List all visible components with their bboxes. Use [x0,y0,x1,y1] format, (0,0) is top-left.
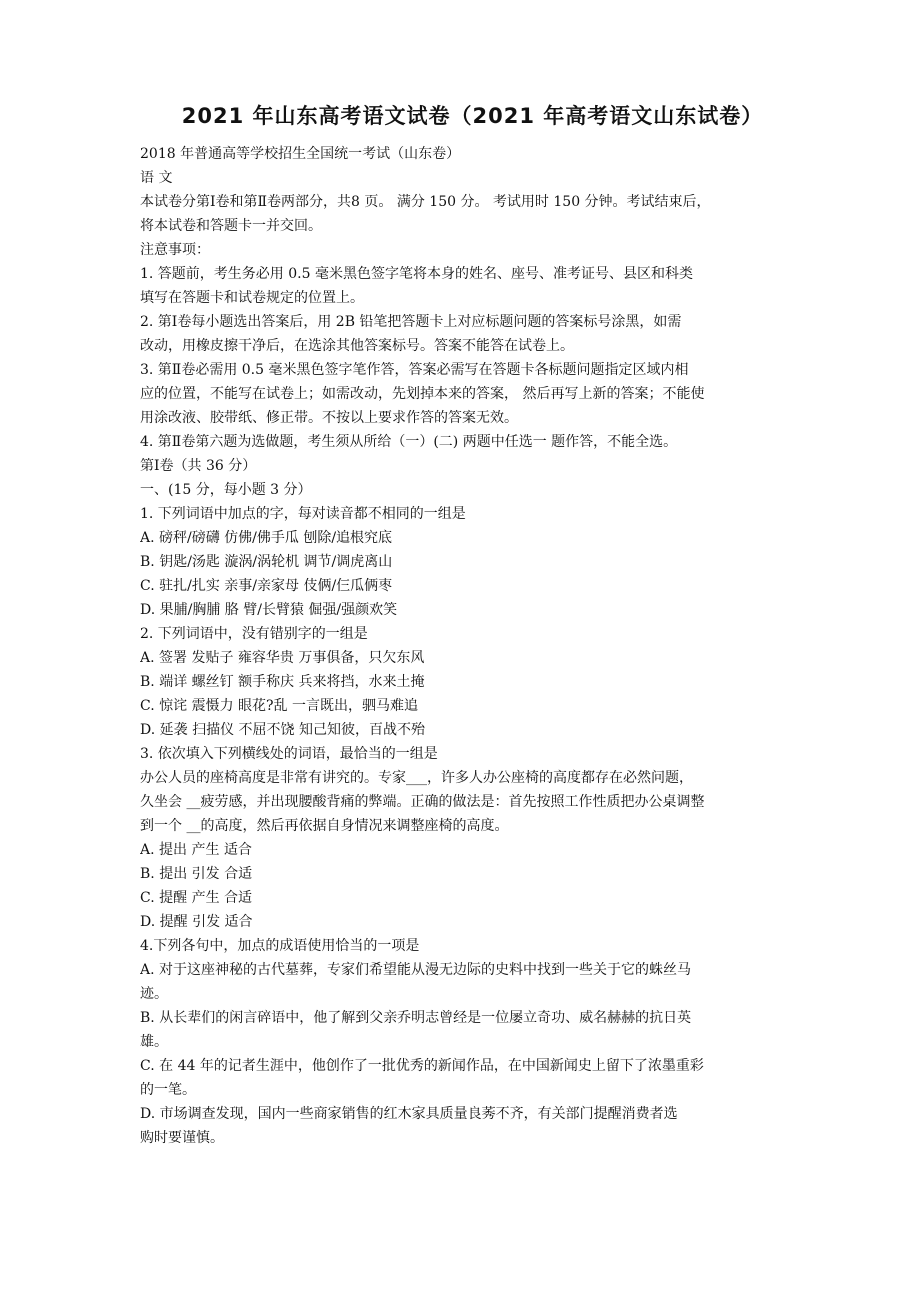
notice-line: 填写在答题卡和试卷规定的位置上。 [140,290,364,306]
notice-line: 应的位置，不能写在试卷上；如需改动，先划掉本来的答案， 然后再写上新的答案；不能使 [140,386,705,402]
question-4-option-d: D. 市场调查发现，国内一些商家销售的红木家具质量良莠不齐，有关部门提醒消费者选 [140,1106,678,1122]
question-1: 1. 下列词语中加点的字，每对读音都不相同的一组是 [140,506,466,522]
question-3-passage: 到一个 __的高度，然后再依据自身情况来调整座椅的高度。 [140,818,509,834]
question-2-option-a: A. 签署 发贴子 雍容华贵 万事俱备，只欠东风 [140,650,425,666]
notice-line: 4. 第Ⅱ卷第六题为选做题，考生须从所给（一）(二) 两题中任选一 题作答，不能全选。 [140,434,678,450]
question-2-option-c: C. 惊诧 震慑力 眼花?乱 一言既出，驷马难追 [140,698,418,714]
question-3-option-a: A. 提出 产生 适合 [140,842,252,858]
document-page [140,100,805,1150]
notice-line: 用涂改液、胶带纸、修正带。不按以上要求作答的答案无效。 [140,410,518,426]
question-4-option-b-cont: 雄。 [140,1034,168,1050]
question-3-passage: 久坐会 __疲劳感，并出现腰酸背痛的弊端。正确的做法是：首先按照工作性质把办公桌调整 [140,794,705,810]
notice-line: 改动，用橡皮擦干净后，在选涂其他答案标号。答案不能答在试卷上。 [140,338,574,354]
notice-line: 1. 答题前，考生务必用 0.5 毫米黑色签字笔将本身的姓名、座号、准考证号、县区和科类 [140,266,693,282]
question-4-option-d-cont: 购时要谨慎。 [140,1130,224,1146]
question-2-option-b: B. 端详 螺丝钉 额手称庆 兵来将挡，水来土掩 [140,674,425,690]
question-3-option-b: B. 提出 引发 合适 [140,866,253,882]
question-2: 2. 下列词语中，没有错别字的一组是 [140,626,368,642]
exam-name: 2018 年普通高等学校招生全国统一考试（山东卷） [140,146,461,162]
question-1-option-d: D. 果脯/胸脯 胳 臂/长臂猿 倔强/强颜欢笑 [140,602,398,618]
question-4-option-b: B. 从长辈们的闲言碎语中，他了解到父亲乔明志曾经是一位屡立奇功、威名赫赫的抗日英 [140,1010,692,1026]
intro-line: 将本试卷和答题卡一并交回。 [140,218,322,234]
question-4-option-a-cont: 迹。 [140,986,168,1002]
question-3-passage: 办公人员的座椅高度是非常有讲究的。专家___，许多人办公座椅的高度都存在必然问题， [140,770,693,786]
question-1-option-a: A. 磅秤/磅礴 仿佛/佛手瓜 刨除/追根究底 [140,530,393,546]
question-4: 4.下列各句中，加点的成语使用恰当的一项是 [140,938,420,954]
question-2-option-d: D. 延袭 扫描仪 不屈不饶 知己知彼，百战不殆 [140,722,425,738]
question-4-option-c-cont: 的一笔。 [140,1082,196,1098]
question-1-option-b: B. 钥匙/汤匙 漩涡/涡轮机 调节/调虎离山 [140,554,393,570]
question-4-option-a: A. 对于这座神秘的古代墓葬，专家们希望能从漫无边际的史料中找到一些关于它的蛛丝马 [140,962,692,978]
notice-heading: 注意事项： [140,242,210,258]
intro-line: 本试卷分第Ⅰ卷和第Ⅱ卷两部分，共8 页。 满分 150 分。 考试用时 150 分钟。考试结束后， [140,194,711,210]
question-1-option-c: C. 驻扎/扎实 亲事/亲家母 伎俩/仨瓜俩枣 [140,578,393,594]
question-3-option-d: D. 提醒 引发 适合 [140,914,253,930]
question-4-option-c: C. 在 44 年的记者生涯中，他创作了一批优秀的新闻作品，在中国新闻史上留下了浓墨重彩 [140,1058,704,1074]
notice-line: 2. 第Ⅰ卷每小题选出答案后，用 2B 铅笔把答题卡上对应标题问题的答案标号涂黑，如需 [140,314,682,330]
question-3-option-c: C. 提醒 产生 合适 [140,890,253,906]
subject: 语 文 [140,170,173,186]
document-title: 2021 年山东高考语文试卷（2021 年高考语文山东试卷） [181,104,764,128]
part-heading: 第Ⅰ卷（共 36 分） [140,458,257,474]
question-3: 3. 依次填入下列横线处的词语，最恰当的一组是 [140,746,438,762]
section-heading: 一、(15 分，每小题 3 分） [140,482,312,498]
notice-line: 3. 第Ⅱ卷必需用 0.5 毫米黑色签字笔作答，答案必需写在答题卡各标题问题指定区域内相 [140,362,689,378]
